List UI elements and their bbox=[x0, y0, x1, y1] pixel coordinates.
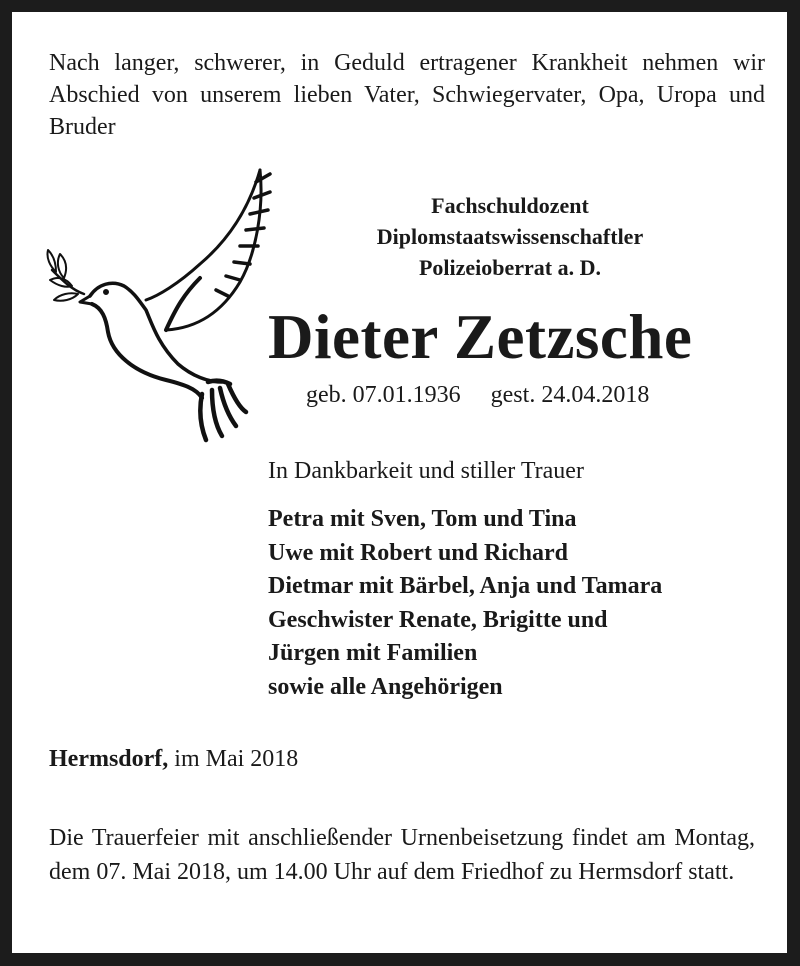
mourner-line: Uwe mit Robert und Richard bbox=[268, 539, 568, 566]
mourner-line: Dietmar mit Bärbel, Anja und Tamara bbox=[268, 573, 663, 599]
mourner-line: sowie alle Angehörigen bbox=[268, 673, 503, 700]
titles-block bbox=[300, 190, 720, 283]
deceased-name: Dieter Zetzsche bbox=[268, 302, 693, 372]
dove-icon bbox=[42, 168, 274, 444]
mourners-list bbox=[268, 503, 768, 704]
gratitude-line: In Dankbarkeit und stiller Trauer bbox=[268, 458, 584, 484]
intro-text: Nach langer, schwerer, in Geduld ertragener Krankheit nehmen wir Abschied von unserem lieben Vater, Schwiegervater, Opa, Uropa und Bruder bbox=[49, 50, 765, 140]
death-date: gest. 24.04.2018 bbox=[490, 382, 650, 408]
mourner-line: Jürgen mit Familien bbox=[268, 640, 478, 666]
ceremony-text: Die Trauerfeier mit anschließender Urnenbeisetzung findet am Montag, dem 07. Mai 2018, um 14.00 Uhr auf dem Friedhof zu Hermsdorf statt. bbox=[49, 825, 755, 885]
mourner-line: Petra mit Sven, Tom und Tina bbox=[268, 506, 577, 532]
life-dates bbox=[306, 378, 726, 412]
birth-date: geb. 07.01.1936 bbox=[306, 382, 461, 408]
title-line: Diplomstaatswissenschaftler bbox=[376, 224, 644, 249]
place-name: Hermsdorf, bbox=[49, 746, 169, 772]
title-line: Fachschuldozent bbox=[431, 193, 589, 218]
mourner-line: Geschwister Renate, Brigitte und bbox=[268, 606, 608, 633]
place-date-line bbox=[49, 743, 298, 775]
title-line: Polizeioberrat a. D. bbox=[418, 255, 602, 280]
place-date: im Mai 2018 bbox=[174, 746, 299, 772]
